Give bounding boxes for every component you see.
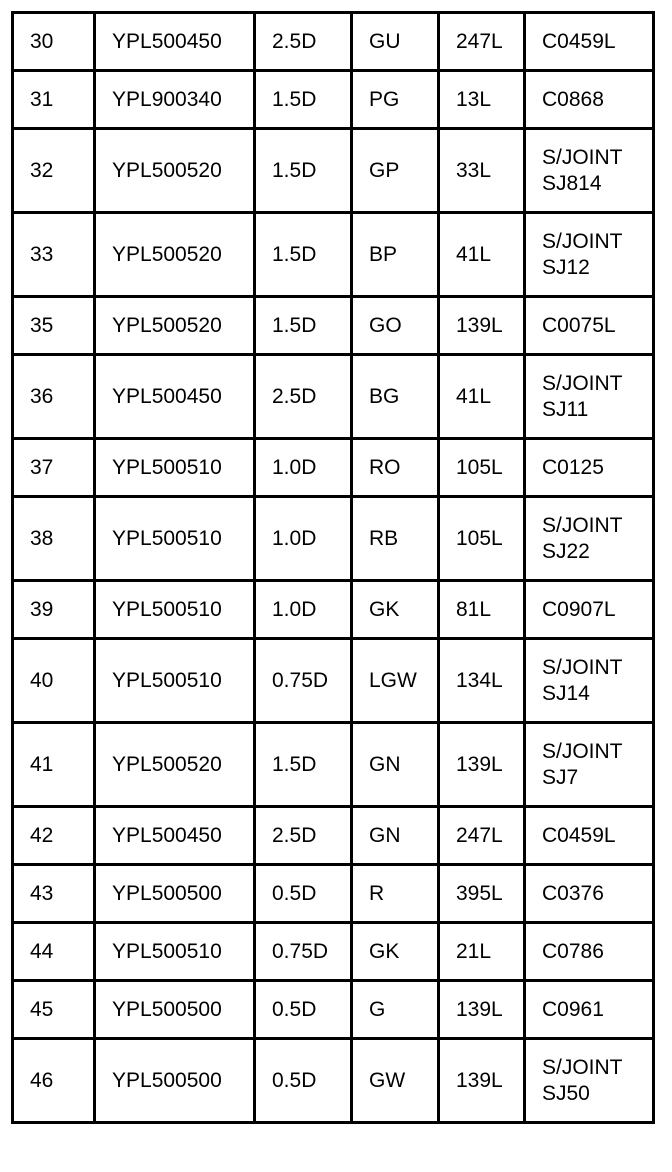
row-number: 36 (13, 355, 95, 439)
row-number: 33 (13, 213, 95, 297)
table-row (13, 981, 654, 1039)
part-number: YPL500520 (95, 297, 255, 355)
table-row (13, 1039, 654, 1123)
wire-length: 139L (439, 1039, 525, 1123)
row-number: 41 (13, 723, 95, 807)
wire-color: GU (352, 13, 439, 71)
row-number: 38 (13, 497, 95, 581)
wire-size: 1.0D (255, 581, 352, 639)
part-number: YPL500510 (95, 497, 255, 581)
wire-color: GW (352, 1039, 439, 1123)
wire-length: 21L (439, 923, 525, 981)
wire-size: 0.75D (255, 923, 352, 981)
joint-label: S/JOINT (542, 145, 623, 169)
connector-ref: C0786 (525, 923, 654, 981)
row-number: 46 (13, 1039, 95, 1123)
connector-ref (525, 355, 654, 439)
joint-label: S/JOINT (542, 739, 623, 763)
row-number: 42 (13, 807, 95, 865)
row-number: 31 (13, 71, 95, 129)
part-number: YPL500520 (95, 723, 255, 807)
wire-size: 1.5D (255, 71, 352, 129)
joint-id: SJ12 (542, 255, 590, 279)
row-number: 44 (13, 923, 95, 981)
joint-label: S/JOINT (542, 1055, 623, 1079)
wire-size: 0.75D (255, 639, 352, 723)
wire-size: 1.0D (255, 439, 352, 497)
connector-ref (525, 639, 654, 723)
part-number: YPL500520 (95, 129, 255, 213)
connector-ref: C0907L (525, 581, 654, 639)
wire-color: GK (352, 581, 439, 639)
joint-label: S/JOINT (542, 229, 623, 253)
wire-size: 1.5D (255, 213, 352, 297)
joint-label: S/JOINT (542, 655, 623, 679)
wire-size: 1.5D (255, 723, 352, 807)
wire-length: 81L (439, 581, 525, 639)
wire-length: 105L (439, 439, 525, 497)
wire-length: 13L (439, 71, 525, 129)
joint-label: S/JOINT (542, 371, 623, 395)
wire-size: 1.0D (255, 497, 352, 581)
connector-ref: C0961 (525, 981, 654, 1039)
wire-color: G (352, 981, 439, 1039)
table-row (13, 865, 654, 923)
joint-id: SJ814 (542, 171, 602, 195)
connector-ref (525, 1039, 654, 1123)
wire-size: 1.5D (255, 297, 352, 355)
wire-size: 2.5D (255, 807, 352, 865)
joint-id: SJ14 (542, 681, 590, 705)
wire-color: GO (352, 297, 439, 355)
table-row (13, 439, 654, 497)
wire-length: 395L (439, 865, 525, 923)
part-number: YPL500500 (95, 865, 255, 923)
wire-size: 2.5D (255, 355, 352, 439)
wire-color: GP (352, 129, 439, 213)
table-row (13, 923, 654, 981)
wire-length: 41L (439, 355, 525, 439)
connector-ref (525, 129, 654, 213)
connector-ref: C0125 (525, 439, 654, 497)
wire-length: 247L (439, 807, 525, 865)
part-number: YPL500450 (95, 807, 255, 865)
wire-color: GN (352, 807, 439, 865)
connector-ref: C0868 (525, 71, 654, 129)
wire-length: 247L (439, 13, 525, 71)
wire-length: 139L (439, 981, 525, 1039)
part-number: YPL500500 (95, 1039, 255, 1123)
wire-length: 139L (439, 723, 525, 807)
connector-ref: C0459L (525, 807, 654, 865)
part-number: YPL500510 (95, 581, 255, 639)
wire-color: PG (352, 71, 439, 129)
wire-color: GK (352, 923, 439, 981)
connector-ref: C0459L (525, 13, 654, 71)
wire-table-body (13, 13, 654, 1123)
table-row (13, 581, 654, 639)
part-number: YPL500510 (95, 923, 255, 981)
connector-ref (525, 723, 654, 807)
row-number: 40 (13, 639, 95, 723)
part-number: YPL500450 (95, 13, 255, 71)
wire-length: 139L (439, 297, 525, 355)
wire-color: RO (352, 439, 439, 497)
row-number: 37 (13, 439, 95, 497)
connector-ref (525, 213, 654, 297)
part-number: YPL500510 (95, 439, 255, 497)
wire-color: LGW (352, 639, 439, 723)
table-row (13, 129, 654, 213)
wire-size: 0.5D (255, 865, 352, 923)
joint-id: SJ50 (542, 1081, 590, 1105)
row-number: 30 (13, 13, 95, 71)
table-row (13, 213, 654, 297)
wire-length: 33L (439, 129, 525, 213)
wire-color: GN (352, 723, 439, 807)
wire-size: 1.5D (255, 129, 352, 213)
table-row (13, 723, 654, 807)
row-number: 32 (13, 129, 95, 213)
connector-ref (525, 497, 654, 581)
row-number: 43 (13, 865, 95, 923)
part-number: YPL500450 (95, 355, 255, 439)
joint-id: SJ11 (542, 397, 589, 421)
wire-size: 0.5D (255, 981, 352, 1039)
wire-color: R (352, 865, 439, 923)
row-number: 45 (13, 981, 95, 1039)
wire-table (11, 11, 655, 1124)
table-row (13, 71, 654, 129)
table-row (13, 639, 654, 723)
wire-length: 41L (439, 213, 525, 297)
wire-color: RB (352, 497, 439, 581)
table-row (13, 297, 654, 355)
wire-color: BP (352, 213, 439, 297)
part-number: YPL900340 (95, 71, 255, 129)
joint-label: S/JOINT (542, 513, 623, 537)
joint-id: SJ7 (542, 765, 579, 789)
part-number: YPL500520 (95, 213, 255, 297)
joint-id: SJ22 (542, 539, 590, 563)
wire-length: 105L (439, 497, 525, 581)
table-row (13, 13, 654, 71)
wire-color: BG (352, 355, 439, 439)
part-number: YPL500510 (95, 639, 255, 723)
wire-size: 2.5D (255, 13, 352, 71)
table-row (13, 807, 654, 865)
wire-size: 0.5D (255, 1039, 352, 1123)
connector-ref: C0075L (525, 297, 654, 355)
wire-length: 134L (439, 639, 525, 723)
table-row (13, 355, 654, 439)
row-number: 35 (13, 297, 95, 355)
connector-ref: C0376 (525, 865, 654, 923)
part-number: YPL500500 (95, 981, 255, 1039)
row-number: 39 (13, 581, 95, 639)
table-row (13, 497, 654, 581)
